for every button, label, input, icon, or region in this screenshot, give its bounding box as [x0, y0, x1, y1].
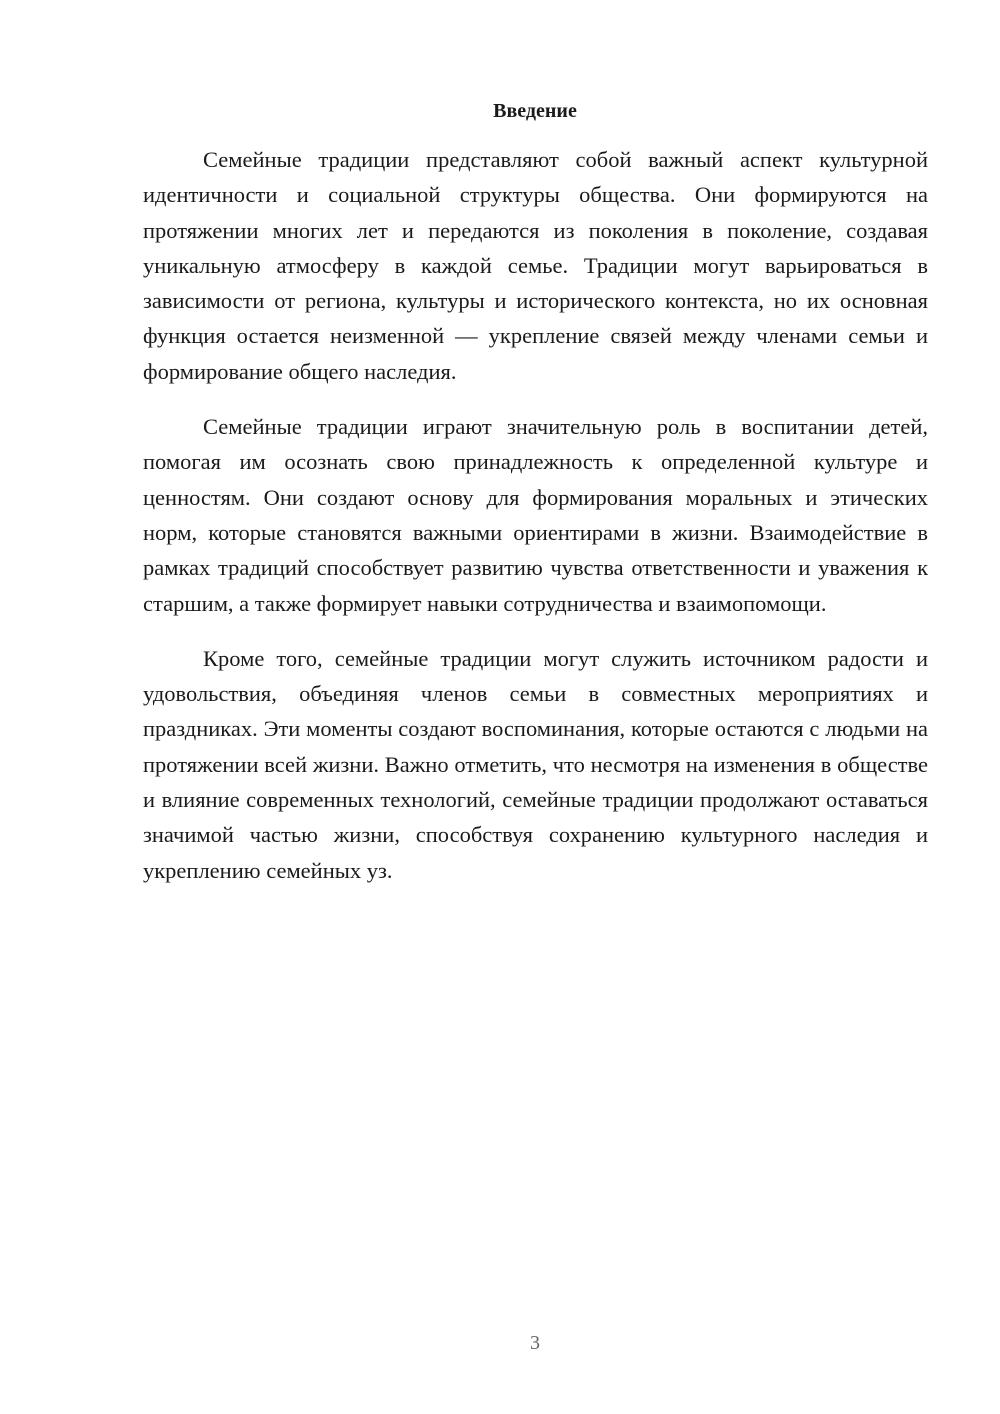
body-text — [143, 142, 928, 908]
page-number: 3 — [530, 1332, 540, 1354]
section-title: Введение — [493, 100, 577, 122]
paragraph-3: Кроме того, семейные традиции могут служить источником радости и удовольствия, объединяя членов семьи в совместных мероприятиях и праздниках. Эти моменты создают воспоминания, которые остаются с людьми на протяжении всей жизни. Важно отметить, что несмотря на изменения в обществе и влияние современных технологий, семейные традиции продолжают оставаться значимой частью жизни, способствуя сохранению культурного наследия и укреплению семейных уз. — [143, 645, 928, 883]
paragraph-1: Семейные традиции представляют собой важный аспект культурной идентичности и социальной структуры общества. Они формируются на протяжении многих лет и передаются из поколения в поколение, создавая уникальную атмосферу в каждой семье. Традиции могут варьироваться в зависимости от региона, культуры и исторического контекста, но их основная функция остается неизменной — укрепление связей между членами семьи и формирование общего наследия. — [143, 147, 928, 384]
paragraph-2: Семейные традиции играют значительную роль в воспитании детей, помогая им осознать свою принадлежность к определенной культуре и ценностям. Они создают основу для формирования моральных и этических норм, которые становятся важными ориентирами в жизни. Взаимодействие в рамках традиций способствует развитию чувства ответственности и уважения к старшим, а также формирует навыки сотрудничества и взаимопомощи. — [143, 414, 928, 616]
